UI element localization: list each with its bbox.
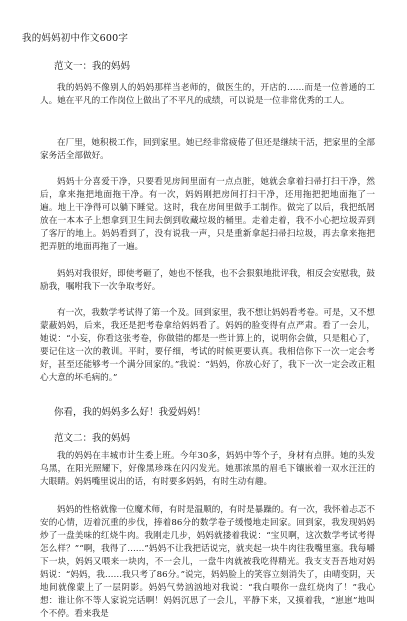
- essay2-paragraph-2: 妈妈的性格就像一位魔术师，有时是温顺的，有时是暴躁的。有一次，我怀着忐忑不安的心情，迈着沉重的步伐，捧着86分的数学卷子缓慢地走回家。回到家，我发现妈妈炒了一盘美味的红烧牛肉。我刚走几步，妈妈就搂着我说：“宝贝啊，这次数学考试考得怎么样？”“啊，我得了……”妈妈不让我把话说完，就夹起一块牛肉往我嘴里塞。我每嚼下一块，妈妈又喂来一块肉，不一会儿，一盘牛肉就被我吃得精光。我支支吾吾地对妈妈说：“妈妈，我……我只考了86分。”说完，妈妈脸上的笑容立刻消失了，由晴变阴，天地间就像蒙上了一层阴影。妈妈气势汹汹地对我说：“我白喂你一盘红烧肉了！”我心想：谁让你不等人家说完话啊！妈妈沉思了一会儿，平静下来，又摸着我，“崽崽”地叫个不停。看来我是: [40, 505, 375, 619]
- essay2-heading: 范文二：我的妈妈: [54, 433, 131, 444]
- essay1-paragraph-3: 妈妈十分喜爱干净，只要看见房间里面有一点点脏，她就会拿着扫帚打扫干净，然后，拿来拖把地面拖干净。有一次，妈妈刚把房间打扫干净，还用拖把把地面拖了一遍。地上干净得可以躺下睡觉。这时，我在房间里做手工制作。做完了以后，我把纸屑放在一本本子上想拿到卫生间去倒到收藏垃圾的桶里。走着走着，我不小心把垃圾弄到了客厅的地上。妈妈看到了，没有说我一声，只是重新拿起扫帚扫垃圾，再去拿来拖把把弄脏的地面再拖了一遍。: [40, 177, 375, 252]
- essay1-paragraph-5: 有一次，我数学考试得了第一个及。回到家里，我不想让妈妈看考卷。可是，又不想蒙蔽妈妈，后来，我还是把考卷拿给妈妈看了。妈妈的脸变得有点严肃。看了一会儿，她说：“小妄，你看这张考卷，你做错的都是一些计算上的，说明你会做，只是粗心了，要记住这一次的教训。平时，要仔细，考试的时候更要认真。我相信你下一次一定会考好，甚至还能够考一个满分回家的。”我说：“妈妈，你放心好了，我下一次一定会改正粗心大意的坏毛病的。”: [40, 308, 375, 383]
- essay2-paragraph-1: 我的妈妈在丰城市计生委上班。今年30多，妈妈中等个子，身材有点胖。她的头发乌黑，在阳光照耀下，好像黑珍珠在闪闪发光。她那浓黑的眉毛下镶嵌着一双水汪汪的大眼睛。妈妈嘴里说出的话，有时要多妈妈，有时生动有趣。: [40, 451, 375, 487]
- document-title: 我的妈妈初中作文600字: [22, 33, 129, 44]
- essay1-heading: 范文一：我的妈妈: [54, 61, 131, 72]
- essay1-paragraph-4: 妈妈对我很好，即使考砸了，她也不怪我，也不会狠狠地批评我，相反会安慰我，鼓励我，嘱咐我下一次争取考好。: [40, 269, 375, 292]
- essay1-paragraph-1: 我的妈妈不像别人的妈妈那样当老师的，做医生的，开店的……而是一位普通的工人。她在平凡的工作岗位上做出了不平凡的成绩，可以说是一位非常优秀的工人。: [40, 83, 375, 106]
- essay1-paragraph-2: 在厂里，她积极工作，回到家里。她已经非常疲倦了但还是继续干活，把家里的全部家务活全部做好。: [40, 138, 375, 161]
- essay1-closing: 你看，我的妈妈多么好！我爱妈妈！: [54, 407, 207, 418]
